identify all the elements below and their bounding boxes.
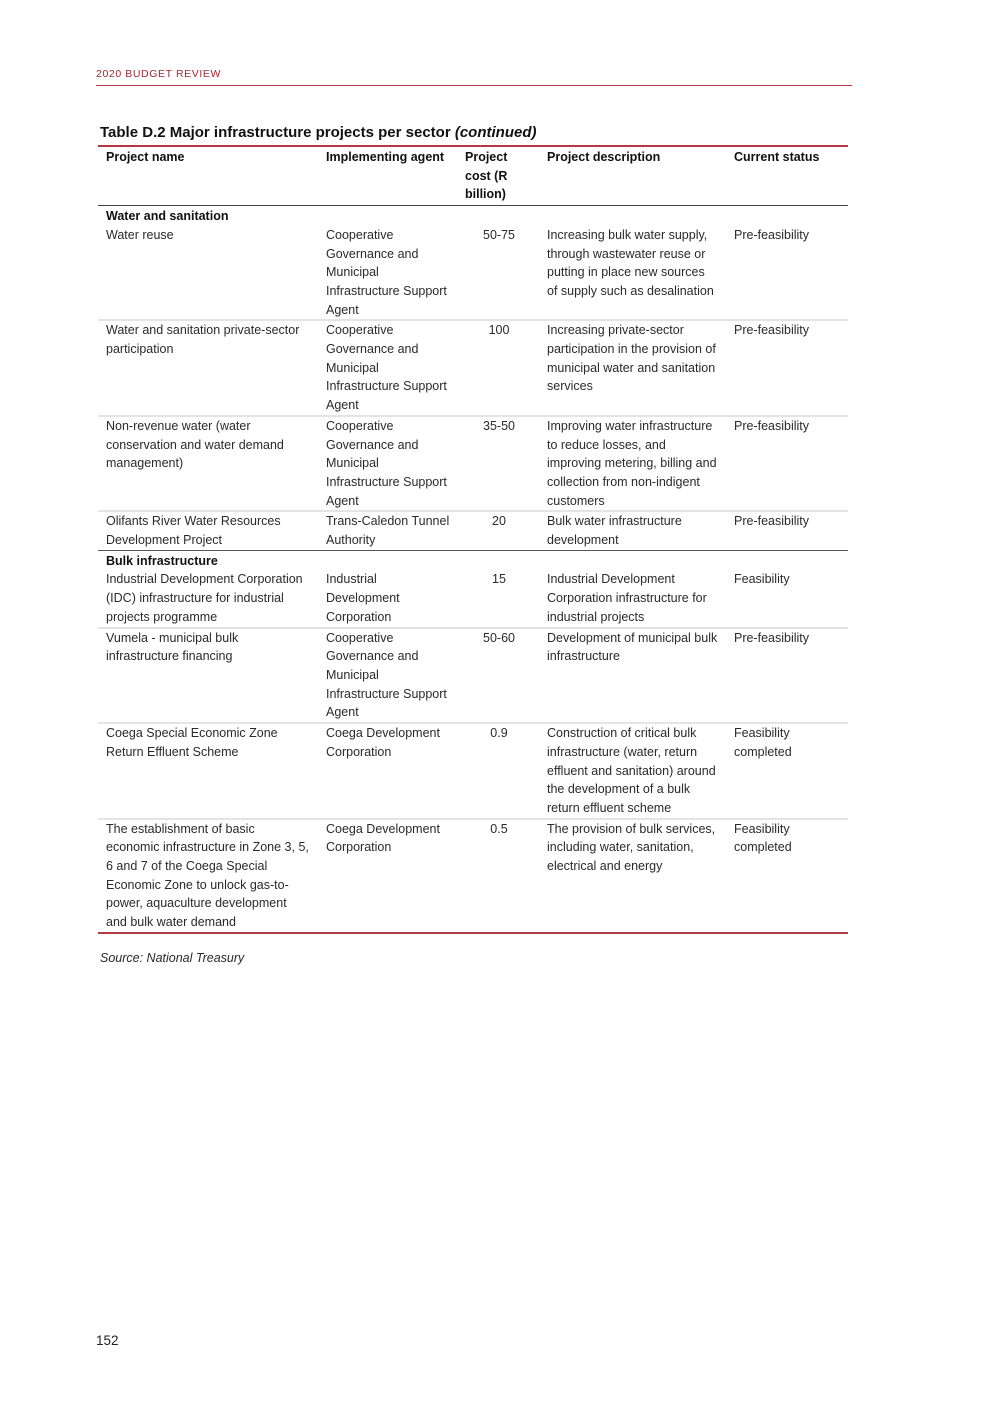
cell-project-cost: 50-75 bbox=[483, 227, 515, 242]
cell-project-description: Industrial Development Corporation infrastructure for industrial projects bbox=[547, 572, 707, 624]
cell-implementing-agent: Cooperative Governance and Municipal Infrastructure Support Agent bbox=[326, 227, 447, 317]
projects-table bbox=[98, 145, 848, 934]
table-row bbox=[98, 628, 848, 724]
cell-project-cost: 100 bbox=[459, 320, 539, 416]
cell-project-name: Water reuse bbox=[106, 227, 174, 242]
cell-implementing-agent: Cooperative Governance and Municipal Infrastructure Support Agent bbox=[318, 628, 459, 724]
section-row-water-sanitation bbox=[98, 206, 848, 226]
cell-current-status: Feasibility completed bbox=[726, 819, 848, 933]
cell-implementing-agent: Coega Development Corporation bbox=[318, 723, 459, 819]
cell-project-description: The provision of bulk services, including water, sanitation, electrical and energy bbox=[539, 819, 726, 933]
table-title bbox=[100, 124, 536, 141]
header-implementing-agent: Implementing agent bbox=[318, 146, 459, 206]
table-row bbox=[98, 226, 848, 321]
cell-current-status: Pre-feasibility bbox=[726, 416, 848, 512]
table-row bbox=[98, 819, 848, 933]
cell-implementing-agent: Cooperative Governance and Municipal Infrastructure Support Agent bbox=[318, 416, 459, 512]
cell-project-name: Industrial Development Corporation (IDC) infrastructure for industrial projects programme bbox=[106, 572, 303, 624]
cell-project-description: Bulk water infrastructure development bbox=[539, 511, 726, 550]
section-title: Bulk infrastructure bbox=[106, 553, 218, 568]
cell-project-cost: 20 bbox=[459, 511, 539, 550]
header-project-cost: Project cost (R billion) bbox=[459, 146, 539, 206]
header-project-name: Project name bbox=[98, 146, 318, 206]
cell-project-cost: 0.5 bbox=[459, 819, 539, 933]
cell-project-name: Olifants River Water Resources Development Project bbox=[98, 511, 318, 550]
cell-project-name: The establishment of basic economic infrastructure in Zone 3, 5, 6 and 7 of the Coega Special Economic Zone to unlock gas-to-power, aquaculture development and bulk water demand bbox=[98, 819, 318, 933]
cell-project-name: Non-revenue water (water conservation and water demand management) bbox=[98, 416, 318, 512]
table-row bbox=[98, 570, 848, 627]
cell-current-status: Feasibility bbox=[734, 572, 790, 587]
section-row-bulk-infrastructure bbox=[98, 550, 848, 570]
cell-project-description: Improving water infrastructure to reduce losses, and improving metering, billing and collection from non-indigent customers bbox=[539, 416, 726, 512]
cell-project-cost: 35-50 bbox=[459, 416, 539, 512]
table-row bbox=[98, 723, 848, 819]
cell-project-cost: 50-60 bbox=[459, 628, 539, 724]
cell-current-status: Pre-feasibility bbox=[734, 227, 810, 242]
cell-current-status: Pre-feasibility bbox=[726, 628, 848, 724]
cell-project-description: Development of municipal bulk infrastructure bbox=[539, 628, 726, 724]
cell-current-status: Pre-feasibility bbox=[726, 511, 848, 550]
header-project-description: Project description bbox=[539, 146, 726, 206]
cell-current-status: Pre-feasibility bbox=[726, 320, 848, 416]
table-title-continued: (continued) bbox=[454, 124, 537, 141]
cell-implementing-agent: Cooperative Governance and Municipal Infrastructure Support Agent bbox=[318, 320, 459, 416]
cell-project-cost: 0.9 bbox=[459, 723, 539, 819]
cell-implementing-agent: Trans-Caledon Tunnel Authority bbox=[318, 511, 459, 550]
cell-project-name: Water and sanitation private-sector participation bbox=[98, 320, 318, 416]
table-row bbox=[98, 511, 848, 550]
cell-project-cost: 15 bbox=[492, 572, 506, 587]
page-number: 152 bbox=[96, 1333, 119, 1348]
header-current-status: Current status bbox=[726, 146, 848, 206]
cell-implementing-agent: Industrial Development Corporation bbox=[326, 572, 400, 624]
table-header bbox=[98, 146, 848, 206]
table-title-text: Table D.2 Major infrastructure projects per sector bbox=[100, 124, 455, 141]
section-title: Water and sanitation bbox=[106, 209, 229, 224]
cell-project-name: Coega Special Economic Zone Return Effluent Scheme bbox=[98, 723, 318, 819]
cell-project-description: Increasing bulk water supply, through wastewater reuse or putting in place new sources of supply such as desalination bbox=[547, 227, 714, 298]
cell-project-description: Increasing private-sector participation in the provision of municipal water and sanitation services bbox=[539, 320, 726, 416]
table-row bbox=[98, 320, 848, 416]
table-source-note: Source: National Treasury bbox=[100, 951, 245, 965]
cell-current-status: Feasibility completed bbox=[726, 723, 848, 819]
cell-project-name: Vumela - municipal bulk infrastructure financing bbox=[98, 628, 318, 724]
cell-implementing-agent: Coega Development Corporation bbox=[318, 819, 459, 933]
running-head: 2020 BUDGET REVIEW bbox=[96, 68, 852, 86]
table-row bbox=[98, 416, 848, 512]
cell-project-description: Construction of critical bulk infrastructure (water, return effluent and sanitation) around the development of a bulk return effluent scheme bbox=[539, 723, 726, 819]
